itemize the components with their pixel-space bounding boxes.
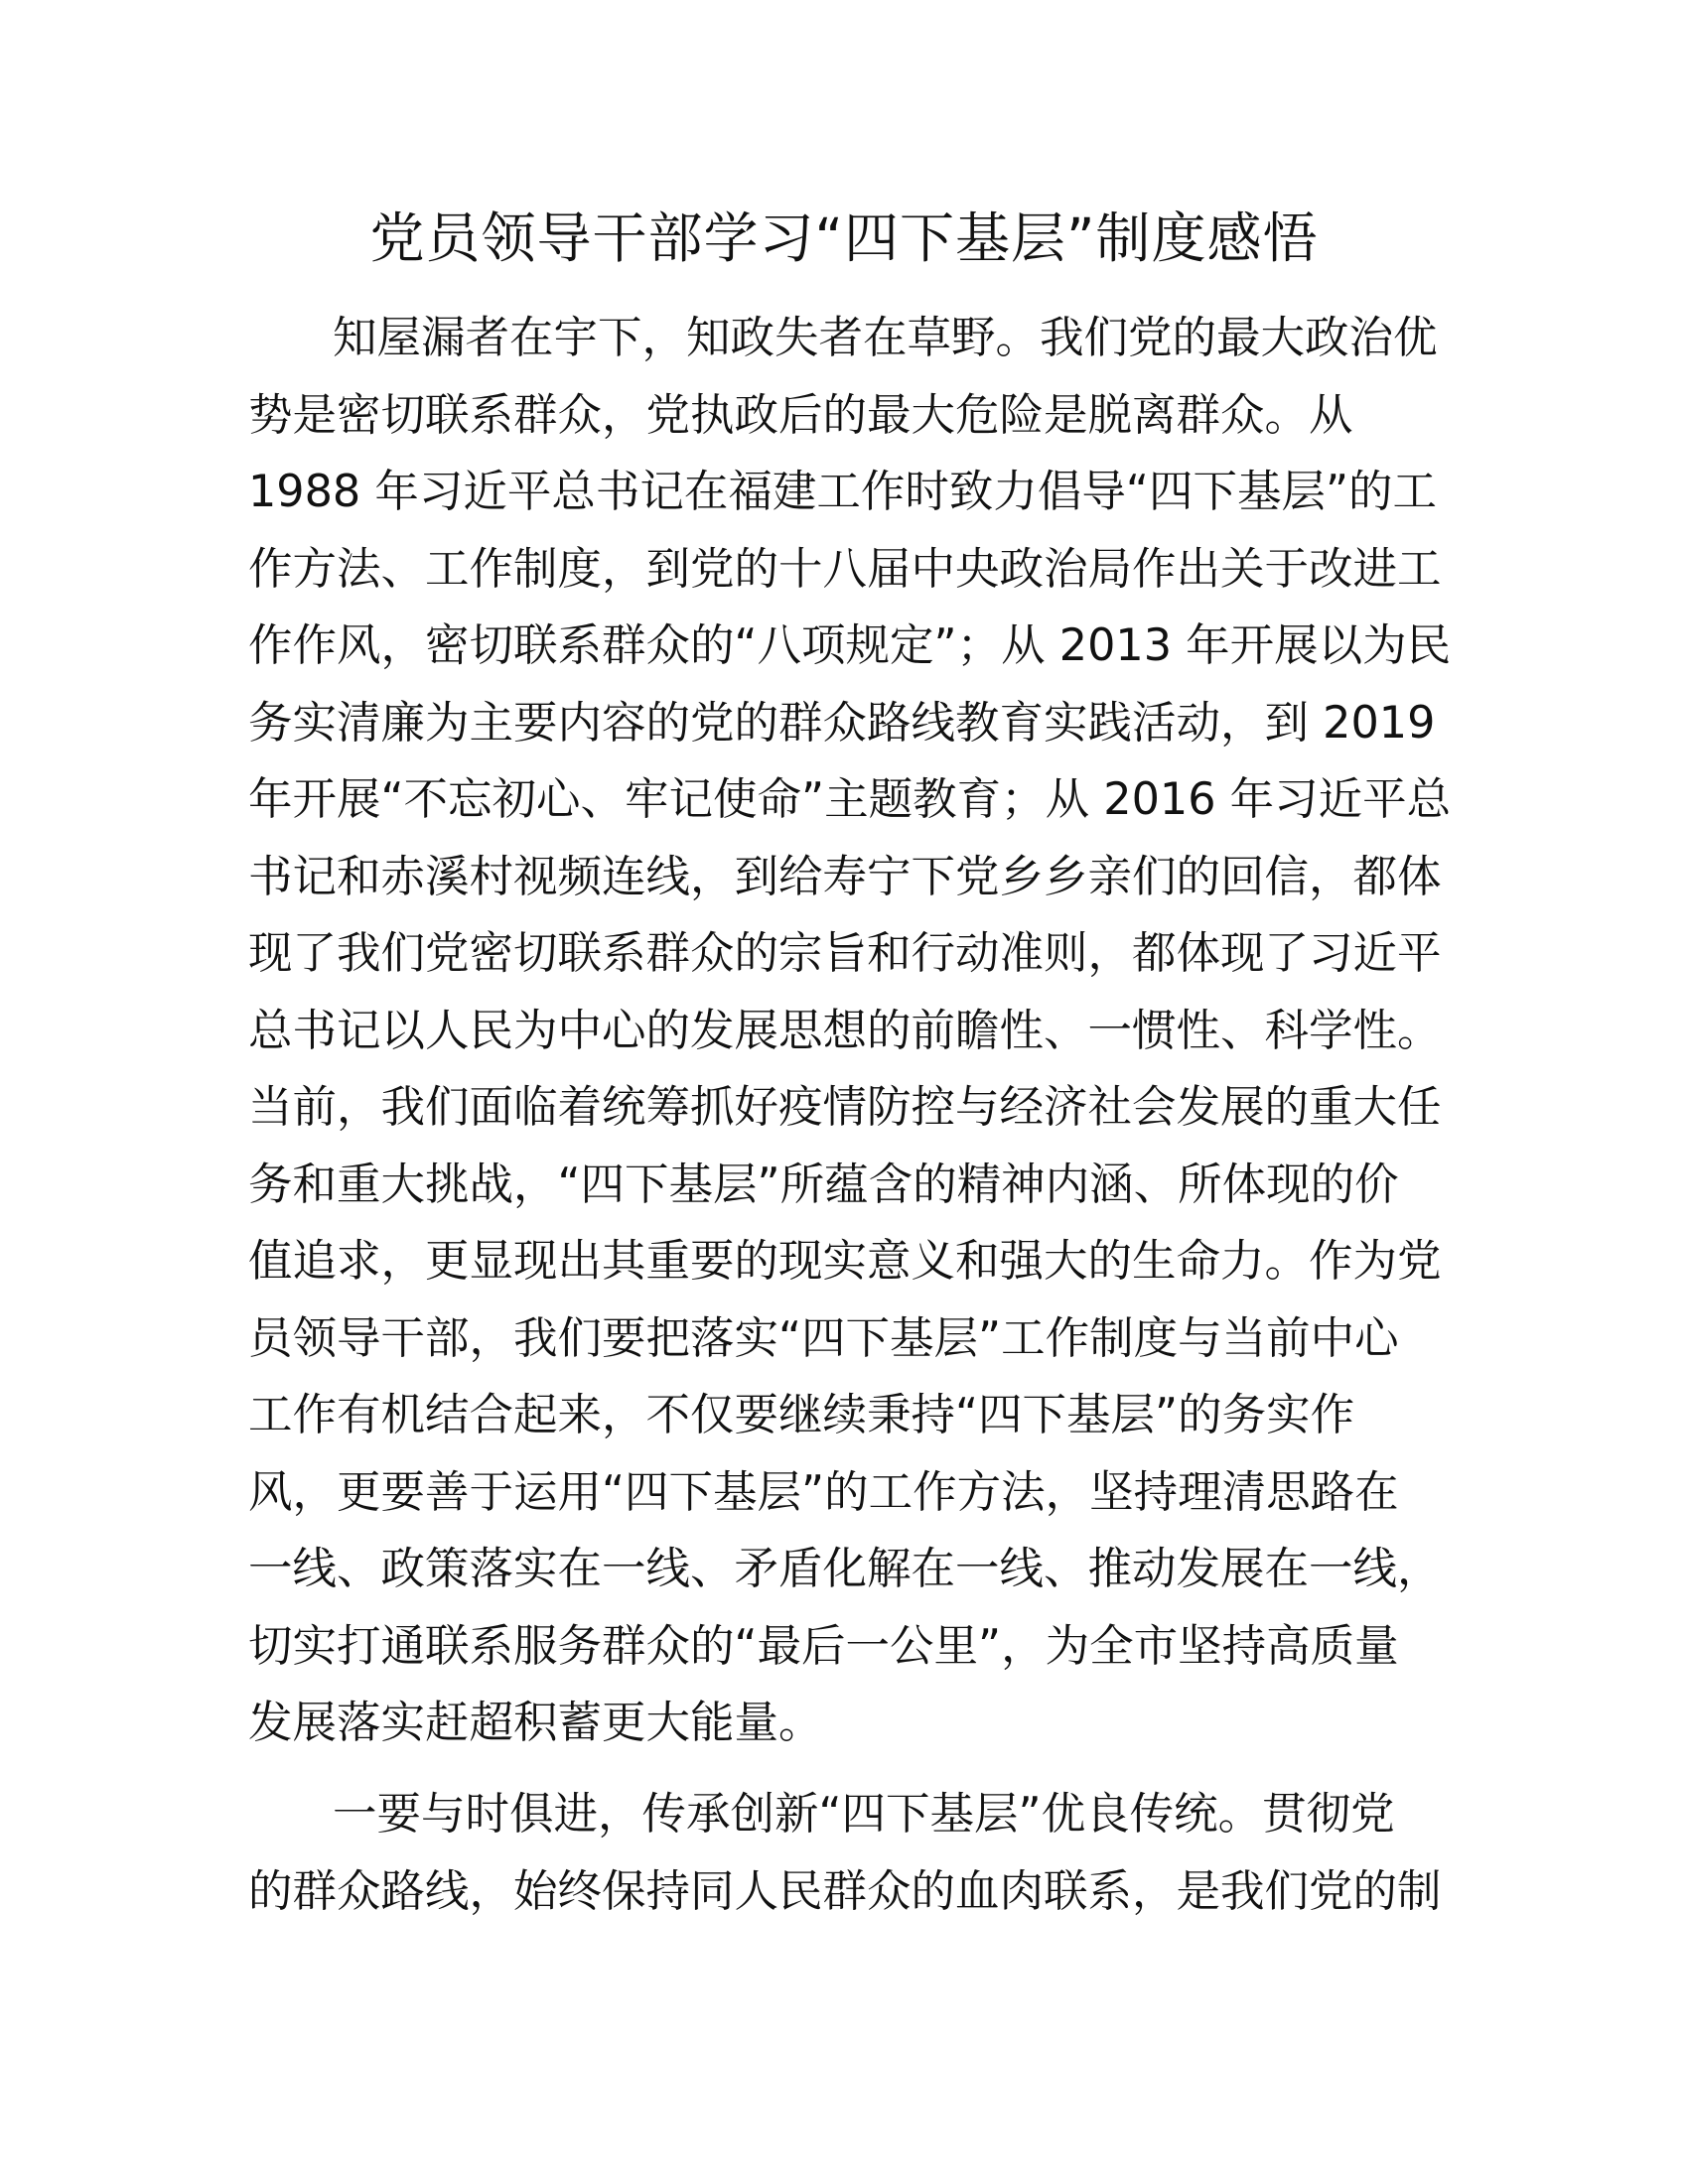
paragraph-line: 员领导干部，我们要把落实“四下基层”工作制度与当前中心 [248,1312,1399,1364]
paragraph-line: 作方法、工作制度，到党的十八届中央政治局作出关于改进工 [248,543,1442,595]
paragraph-line: 势是密切联系群众，党执政后的最大危险是脱离群众。从 [248,389,1353,441]
paragraph-line: 一线、政策落实在一线、矛盾化解在一线、推动发展在一线， [248,1544,1442,1594]
paragraph-line: 总书记以人民为中心的发展思想的前瞻性、一惯性、科学性。 [248,1005,1442,1056]
paragraph-line: 的群众路线，始终保持同人民群众的血肉联系，是我们党的制 [248,1865,1442,1917]
paragraph-line: 一要与时俱进，传承创新“四下基层”优良传统。贯彻党 [333,1789,1395,1840]
paragraph-line: 值追求，更显现出其重要的现实意义和强大的生命力。作为党 [248,1236,1442,1287]
paragraph-line: 切实打通联系服务群众的“最后一公里”，为全市坚持高质量 [248,1620,1399,1672]
paragraph-1 [248,300,1452,1762]
paragraph-line: 作作风，密切联系群众的“八项规定”；从 2013 年开展以为民 [248,620,1452,671]
paragraph-line: 书记和赤溪村视频连线，到给寿宁下党乡乡亲们的回信，都体 [248,851,1442,902]
paragraph-line: 务和重大挑战，“四下基层”所蕴含的精神内涵、所体现的价 [248,1159,1399,1210]
paragraph-line: 当前，我们面临着统筹抓好疫情防控与经济社会发展的重大任 [248,1082,1442,1133]
paragraph-line: 务实清廉为主要内容的党的群众路线教育实践活动，到 2019 [248,697,1436,749]
paragraph-line: 工作有机结合起来，不仅要继续秉持“四下基层”的务实作 [248,1390,1355,1440]
paragraph-line: 知屋漏者在宇下，知政失者在草野。我们党的最大政治优 [333,313,1438,363]
paragraph-line: 现了我们党密切联系群众的宗旨和行动准则，都体现了习近平 [248,928,1442,979]
page-title: 党员领导干部学习“四下基层”制度感悟 [369,206,1319,270]
paragraph-line: 发展落实赶超积蓄更大能量。 [248,1698,823,1748]
paragraph-line: 1988 年习近平总书记在福建工作时致力倡导“四下基层”的工 [248,467,1438,517]
paragraph-line: 年开展“不忘初心、牢记使命”主题教育；从 2016 年习近平总 [248,774,1452,825]
paragraph-line: 风，更要善于运用“四下基层”的工作方法，坚持理清思路在 [248,1466,1399,1518]
paragraph-2 [248,1776,1442,1930]
